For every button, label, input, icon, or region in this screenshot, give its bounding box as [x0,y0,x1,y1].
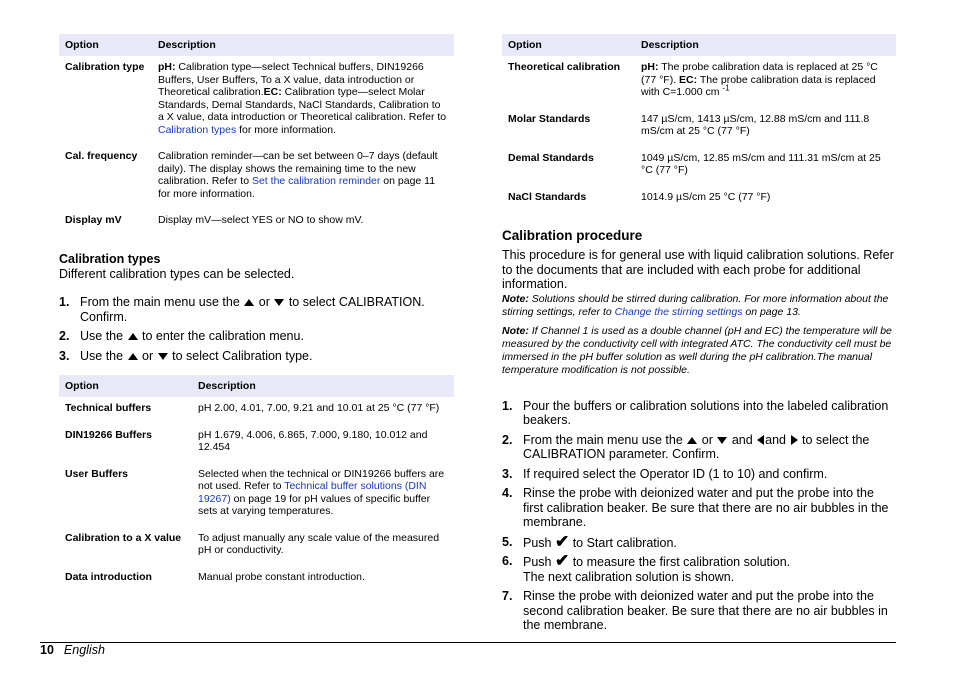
description-cell: pH 1.679, 4.006, 6.865, 7.000, 9.180, 10.012 and 12.454 [198,428,428,453]
up-arrow-icon [128,353,138,360]
option-cell: Technical buffers [65,402,152,414]
step-number: 5. [502,534,513,549]
step-text: to select CALIBRATION. Confirm. [80,295,425,324]
table-row [59,424,454,463]
step-text: If required select the Operator ID (1 to 10) and confirm. [523,466,828,481]
step-number: 1. [59,295,70,309]
table-row [59,145,454,209]
calibration-types-heading: Calibration types [59,251,161,266]
up-arrow-icon [244,299,254,306]
technical-buffer-link[interactable]: Technical buffer solutions (DIN 19267) [198,480,427,505]
option-cell: Calibration to a X value [65,531,182,544]
table-row [59,566,454,593]
page-footer [40,643,105,658]
note-label: Note: [502,292,529,305]
settings-options-table [59,34,454,236]
checkmark-icon: ✔ [554,531,570,551]
table-row [59,463,454,527]
list-item [59,349,454,364]
superscript: -1 [722,83,730,93]
header-description: Description [152,34,454,56]
description-cell: pH 2.00, 4.01, 7.00, 9.21 and 10.01 at 25 °C (77 °F) [198,402,440,414]
ph-text: The probe calibration data is replaced at 25 °C (77 °F). [641,61,878,86]
description-cell [152,145,454,209]
right-arrow-icon [791,435,798,445]
list-item [59,295,454,324]
header-description: Description [635,34,896,56]
table-row [59,527,454,566]
step-text: Push [523,535,555,550]
table-row [59,209,454,236]
note-stirring [502,293,896,319]
step-text: Rinse the probe with deionized water and put the probe into the first calibration beaker. Be sure that there are no air bubbles in the membrane. [523,486,889,529]
left-arrow-icon [757,435,764,445]
option-cell: Display mV [65,214,122,226]
step-result-text: The next calibration solution is shown. [523,569,735,584]
note-label: Note: [502,324,529,337]
left-steps-list [59,295,454,363]
step-text: or [138,348,157,363]
step-text: to select Calibration type. [168,348,313,363]
step-number: 6. [502,554,513,568]
step-text: to select the CALIBRATION parameter. Confirm. [523,432,870,461]
list-item [502,467,896,482]
step-text: Use the [80,329,127,343]
table-row [59,56,454,145]
table-row [502,56,896,108]
ec-label: EC: [263,86,282,98]
step-number: 4. [502,486,513,500]
step-text: From the main menu use the [80,295,244,309]
step-text: From the main menu use the [523,432,687,447]
footer-divider [40,642,896,643]
option-cell: DIN19266 Buffers [65,428,152,441]
list-item [502,399,896,428]
option-cell: Calibration type [65,61,145,73]
description-cell: Display mV—select YES or NO to show mV. [158,214,364,226]
step-number: 7. [502,589,513,603]
step-number: 1. [502,398,513,413]
ec-text: Calibration type—select Molar Standards, Demal Standards, NaCl Standards, Calibration to a X value, data introduction or Theoretical calibration. Refer to [158,86,447,123]
option-cell: Molar Standards [508,112,591,125]
procedure-steps-list [502,399,896,633]
calibration-procedure-heading: Calibration procedure [502,228,643,243]
table-header-row [59,34,454,56]
step-text: Use the [80,348,127,363]
description-cell [152,56,454,145]
checkmark-icon: ✔ [554,551,570,570]
page-number: 10 [40,643,54,657]
step-text: Rinse the probe with deionized water and put the probe into the second calibration beaker. Be sure that there are no air bubbles in the membrane. [523,589,888,632]
table-row [502,108,896,147]
note-tail: on page 13. [742,305,801,318]
header-option: Option [59,375,192,397]
option-cell: User Buffers [65,467,129,480]
step-number: 2. [59,329,70,343]
row-tail-text: on page 19 for pH values of specific buffer sets at varying temperatures. [198,492,431,517]
step-text: Push [523,555,555,569]
description-cell: 147 µS/cm, 1413 µS/cm, 12.88 mS/cm and 111.8 mS/cm at 25 °C (77 °F) [641,112,870,137]
table-header-row [59,375,454,397]
note-channel [502,325,896,377]
step-number: 3. [59,348,70,363]
description-cell: 1049 µS/cm, 12.85 mS/cm and 111.31 mS/cm at 25 °C (77 °F) [641,151,881,176]
step-number: 2. [502,432,513,447]
description-cell: To adjust manually any scale value of the measured pH or conductivity. [198,531,440,556]
row-tail-text: for more information. [236,123,337,136]
row-text: Selected when the technical or DIN19266 buffers are not used. Refer to [198,467,445,492]
option-cell: Cal. frequency [65,150,138,162]
table-row [502,147,896,186]
step-text: to enter the calibration menu. [138,329,304,343]
description-cell: Manual probe constant introduction. [198,570,365,583]
left-column [59,34,454,592]
right-column [502,34,896,633]
ec-text: The probe calibration data is replaced with C=1.000 cm [641,73,876,98]
list-item [502,589,896,633]
up-arrow-icon [128,333,138,340]
ph-label: pH: [158,61,176,73]
step-text: to Start calibration. [569,535,677,550]
note-text: If Channel 1 is used as a double channel (pH and EC) the temperature will be measured by the conductivity cell with integrated ATC. The conductivity cell must be immersed in the pH buffer solution as well during the pH calibration.The manual temperature modification is not possible. [502,324,892,376]
calibration-reminder-link[interactable]: Set the calibration reminder [251,175,381,187]
calibration-types-table [59,375,454,592]
down-arrow-icon [274,299,284,306]
list-item [502,486,896,530]
step-text: to measure the first calibration solution. [569,555,791,569]
option-cell: Data introduction [65,570,152,583]
step-text: or [255,295,274,309]
up-arrow-icon [687,437,697,444]
table-row [59,397,454,424]
stirring-settings-link[interactable]: Change the stirring settings [614,305,743,318]
ph-label: pH: [641,61,659,73]
table-row [502,186,896,213]
down-arrow-icon [717,437,727,444]
procedure-intro: This procedure is for general use with liquid calibration solutions. Refer to the documents that are included with each probe for additional information. [502,248,894,291]
step-number: 3. [502,466,513,481]
calibration-types-intro: Different calibration types can be selected. [59,266,295,281]
list-item [59,329,454,344]
list-item [502,531,896,551]
table-header-row [502,34,896,56]
step-text: or [698,432,717,447]
footer-language: English [63,643,105,657]
down-arrow-icon [158,353,168,360]
ec-label: EC: [679,73,698,86]
list-item [502,551,896,584]
header-option: Option [502,34,635,56]
note-text: Solutions should be stirred during calibration. For more information about the stirring settings, refer to [502,292,889,318]
description-cell [635,56,896,108]
step-text: and [765,432,790,447]
conductivity-options-table [502,34,896,212]
option-cell: Theoretical calibration [508,61,621,73]
row-tail-text: on page 11 for more information. [158,175,436,200]
list-item [502,433,896,462]
header-description: Description [192,375,454,397]
option-cell: NaCl Standards [508,190,587,203]
header-option: Option [59,34,152,56]
step-text: and [728,432,757,447]
ph-text: Calibration type—select Technical buffers, DIN19266 Buffers, User Buffers, To a X value, data introduction or Theoretical calibration. [158,61,424,98]
row-text: Calibration reminder—can be set between 0–7 days (default daily). The display shows the remaining time to the new calibration. Refer to [158,150,438,187]
option-cell: Demal Standards [508,151,594,164]
description-cell: 1014.9 µS/cm 25 °C (77 °F) [641,190,771,203]
step-text: Pour the buffers or calibration solutions into the labeled calibration beakers. [523,398,889,427]
description-cell [192,463,454,527]
calibration-types-link[interactable]: Calibration types [158,123,237,136]
